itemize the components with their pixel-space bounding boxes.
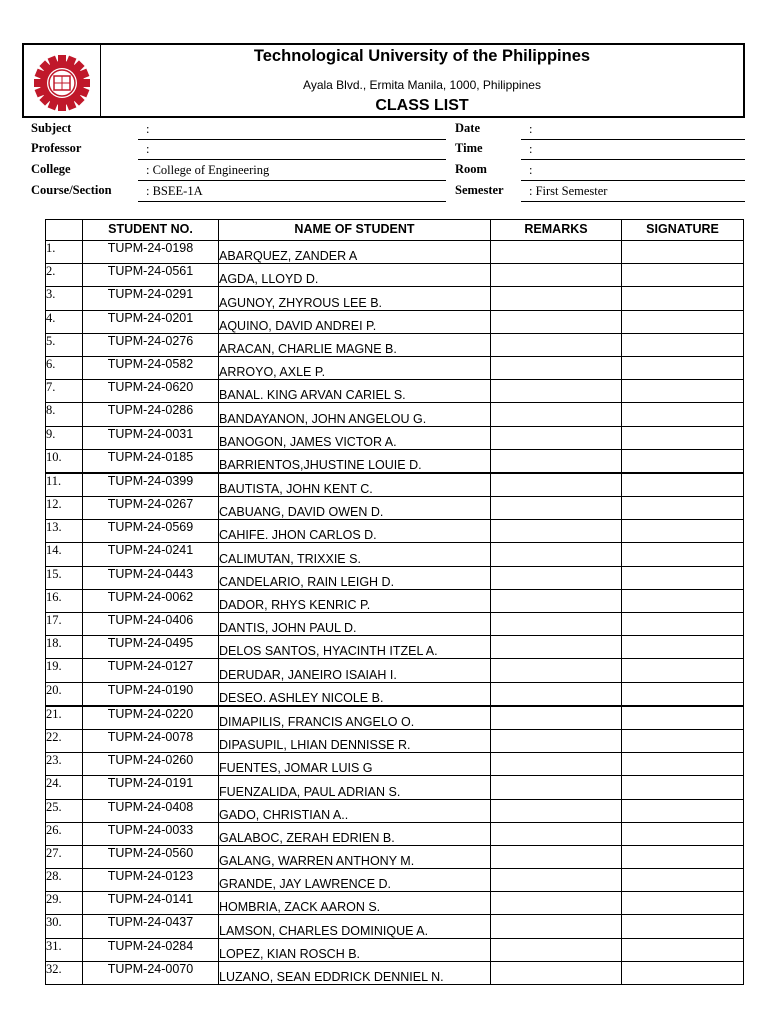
remarks-cell	[491, 915, 622, 938]
row-number: 28.	[46, 869, 83, 892]
signature-cell	[622, 892, 744, 915]
remarks-cell	[491, 799, 622, 822]
table-row	[46, 241, 744, 264]
table-row	[46, 613, 744, 636]
signature-cell	[622, 310, 744, 333]
row-number: 25.	[46, 799, 83, 822]
table-row	[46, 776, 744, 799]
row-number: 10.	[46, 449, 83, 473]
table-row	[46, 659, 744, 682]
tup-gear-seal-icon	[32, 53, 92, 113]
table-row	[46, 566, 744, 589]
signature-cell	[622, 356, 744, 379]
student-name: DELOS SANTOS, HYACINTH ITZEL A.	[219, 636, 491, 659]
student-name: AQUINO, DAVID ANDREI P.	[219, 310, 491, 333]
student-name: AGUNOY, ZHYROUS LEE B.	[219, 287, 491, 310]
row-number: 4.	[46, 310, 83, 333]
student-name: ABARQUEZ, ZANDER A	[219, 241, 491, 264]
remarks-cell	[491, 776, 622, 799]
subject-value: :	[138, 120, 446, 140]
remarks-cell	[491, 356, 622, 379]
signature-cell	[622, 636, 744, 659]
row-number: 12.	[46, 497, 83, 520]
table-row	[46, 636, 744, 659]
room-value: :	[521, 161, 745, 181]
remarks-cell	[491, 822, 622, 845]
signature-cell	[622, 869, 744, 892]
student-number: TUPM-24-0033	[83, 822, 219, 845]
subject-label: Subject	[31, 121, 72, 135]
row-number: 22.	[46, 729, 83, 752]
student-number: TUPM-24-0127	[83, 659, 219, 682]
student-name: DESEO. ASHLEY NICOLE B.	[219, 682, 491, 706]
student-name: ARROYO, AXLE P.	[219, 356, 491, 379]
student-number: TUPM-24-0276	[83, 333, 219, 356]
document-header	[22, 43, 745, 118]
remarks-cell	[491, 659, 622, 682]
table-row	[46, 520, 744, 543]
row-number: 27.	[46, 845, 83, 868]
table-row	[46, 869, 744, 892]
row-number: 18.	[46, 636, 83, 659]
signature-cell	[622, 613, 744, 636]
course-section-value: : BSEE-1A	[138, 182, 446, 202]
row-number: 23.	[46, 753, 83, 776]
signature-cell	[622, 241, 744, 264]
student-number: TUPM-24-0408	[83, 799, 219, 822]
row-number: 1.	[46, 241, 83, 264]
signature-cell	[622, 520, 744, 543]
table-row	[46, 287, 744, 310]
university-address: Ayala Blvd., Ermita Manila, 1000, Philippines	[303, 78, 541, 92]
student-name: DANTIS, JOHN PAUL D.	[219, 613, 491, 636]
student-name: BAUTISTA, JOHN KENT C.	[219, 473, 491, 497]
student-number: TUPM-24-0123	[83, 869, 219, 892]
table-row	[46, 822, 744, 845]
student-number: TUPM-24-0267	[83, 497, 219, 520]
table-row	[46, 938, 744, 961]
row-number: 5.	[46, 333, 83, 356]
signature-cell	[622, 380, 744, 403]
student-number: TUPM-24-0190	[83, 682, 219, 706]
signature-cell	[622, 729, 744, 752]
signature-cell	[622, 822, 744, 845]
student-name: BANAL. KING ARVAN CARIEL S.	[219, 380, 491, 403]
table-row	[46, 845, 744, 868]
row-number: 6.	[46, 356, 83, 379]
time-label: Time	[455, 141, 483, 155]
table-row	[46, 753, 744, 776]
row-number: 29.	[46, 892, 83, 915]
row-number: 3.	[46, 287, 83, 310]
student-name: DADOR, RHYS KENRIC P.	[219, 589, 491, 612]
student-name: BANDAYANON, JOHN ANGELOU G.	[219, 403, 491, 426]
signature-cell	[622, 799, 744, 822]
signature-cell	[622, 403, 744, 426]
signature-cell	[622, 287, 744, 310]
table-row	[46, 589, 744, 612]
row-number: 9.	[46, 426, 83, 449]
signature-cell	[622, 915, 744, 938]
student-number: TUPM-24-0191	[83, 776, 219, 799]
student-name: ARACAN, CHARLIE MAGNE B.	[219, 333, 491, 356]
course-section-label: Course/Section	[31, 183, 112, 197]
row-number: 8.	[46, 403, 83, 426]
column-header-remarks: REMARKS	[491, 220, 622, 241]
table-row	[46, 543, 744, 566]
column-header-name: NAME OF STUDENT	[219, 220, 491, 241]
signature-cell	[622, 449, 744, 473]
row-number: 24.	[46, 776, 83, 799]
remarks-cell	[491, 380, 622, 403]
student-name: DIPASUPIL, LHIAN DENNISSE R.	[219, 729, 491, 752]
row-number: 26.	[46, 822, 83, 845]
signature-cell	[622, 776, 744, 799]
student-name: BARRIENTOS,JHUSTINE LOUIE D.	[219, 449, 491, 473]
student-number: TUPM-24-0198	[83, 241, 219, 264]
student-number: TUPM-24-0070	[83, 961, 219, 984]
signature-cell	[622, 333, 744, 356]
student-name: DERUDAR, JANEIRO ISAIAH I.	[219, 659, 491, 682]
student-number: TUPM-24-0291	[83, 287, 219, 310]
remarks-cell	[491, 333, 622, 356]
row-number: 7.	[46, 380, 83, 403]
signature-cell	[622, 659, 744, 682]
signature-cell	[622, 543, 744, 566]
college-value: : College of Engineering	[138, 161, 446, 181]
student-name: GALABOC, ZERAH EDRIEN B.	[219, 822, 491, 845]
remarks-cell	[491, 520, 622, 543]
row-number: 13.	[46, 520, 83, 543]
remarks-cell	[491, 473, 622, 497]
row-number: 20.	[46, 682, 83, 706]
table-row	[46, 380, 744, 403]
row-number: 14.	[46, 543, 83, 566]
student-name: FUENZALIDA, PAUL ADRIAN S.	[219, 776, 491, 799]
student-number: TUPM-24-0220	[83, 706, 219, 730]
signature-cell	[622, 497, 744, 520]
table-row	[46, 915, 744, 938]
signature-cell	[622, 682, 744, 706]
column-header-student-no: STUDENT NO.	[83, 220, 219, 241]
table-row	[46, 473, 744, 497]
table-row	[46, 264, 744, 287]
signature-cell	[622, 845, 744, 868]
class-list-table	[45, 219, 744, 985]
student-number: TUPM-24-0141	[83, 892, 219, 915]
remarks-cell	[491, 869, 622, 892]
remarks-cell	[491, 636, 622, 659]
student-name: CANDELARIO, RAIN LEIGH D.	[219, 566, 491, 589]
table-row	[46, 449, 744, 473]
student-number: TUPM-24-0201	[83, 310, 219, 333]
remarks-cell	[491, 264, 622, 287]
student-name: LUZANO, SEAN EDDRICK DENNIEL N.	[219, 961, 491, 984]
student-name: CALIMUTAN, TRIXXIE S.	[219, 543, 491, 566]
remarks-cell	[491, 613, 622, 636]
table-header-row	[46, 220, 744, 241]
row-number: 15.	[46, 566, 83, 589]
remarks-cell	[491, 426, 622, 449]
student-name: LAMSON, CHARLES DOMINIQUE A.	[219, 915, 491, 938]
student-name: GADO, CHRISTIAN A..	[219, 799, 491, 822]
row-number: 31.	[46, 938, 83, 961]
student-name: BANOGON, JAMES VICTOR A.	[219, 426, 491, 449]
remarks-cell	[491, 845, 622, 868]
student-number: TUPM-24-0437	[83, 915, 219, 938]
student-number: TUPM-24-0260	[83, 753, 219, 776]
remarks-cell	[491, 589, 622, 612]
logo-cell	[24, 45, 101, 116]
professor-value: :	[138, 140, 446, 160]
remarks-cell	[491, 729, 622, 752]
remarks-cell	[491, 938, 622, 961]
table-row	[46, 403, 744, 426]
table-row	[46, 706, 744, 730]
student-number: TUPM-24-0078	[83, 729, 219, 752]
row-number: 11.	[46, 473, 83, 497]
student-number: TUPM-24-0185	[83, 449, 219, 473]
semester-value: : First Semester	[521, 182, 745, 202]
student-number: TUPM-24-0560	[83, 845, 219, 868]
row-number: 2.	[46, 264, 83, 287]
remarks-cell	[491, 706, 622, 730]
student-number: TUPM-24-0031	[83, 426, 219, 449]
student-name: FUENTES, JOMAR LUIS G	[219, 753, 491, 776]
table-row	[46, 497, 744, 520]
remarks-cell	[491, 310, 622, 333]
signature-cell	[622, 473, 744, 497]
date-value: :	[521, 120, 745, 140]
remarks-cell	[491, 449, 622, 473]
student-number: TUPM-24-0620	[83, 380, 219, 403]
student-number: TUPM-24-0495	[83, 636, 219, 659]
table-row	[46, 310, 744, 333]
college-label: College	[31, 162, 71, 176]
remarks-cell	[491, 682, 622, 706]
student-number: TUPM-24-0241	[83, 543, 219, 566]
column-header-number	[46, 220, 83, 241]
signature-cell	[622, 753, 744, 776]
student-name: CABUANG, DAVID OWEN D.	[219, 497, 491, 520]
table-row	[46, 799, 744, 822]
university-name: Technological University of the Philippines	[253, 47, 591, 65]
table-row	[46, 961, 744, 984]
student-number: TUPM-24-0284	[83, 938, 219, 961]
remarks-cell	[491, 543, 622, 566]
column-header-signature: SIGNATURE	[622, 220, 744, 241]
table-row	[46, 426, 744, 449]
student-name: LOPEZ, KIAN ROSCH B.	[219, 938, 491, 961]
student-name: AGDA, LLOYD D.	[219, 264, 491, 287]
room-label: Room	[455, 162, 487, 176]
table-row	[46, 892, 744, 915]
remarks-cell	[491, 497, 622, 520]
remarks-cell	[491, 892, 622, 915]
student-number: TUPM-24-0399	[83, 473, 219, 497]
row-number: 16.	[46, 589, 83, 612]
remarks-cell	[491, 753, 622, 776]
student-name: GRANDE, JAY LAWRENCE D.	[219, 869, 491, 892]
table-row	[46, 356, 744, 379]
document-title: CLASS LIST	[375, 97, 469, 114]
student-number: TUPM-24-0443	[83, 566, 219, 589]
remarks-cell	[491, 241, 622, 264]
table-row	[46, 729, 744, 752]
signature-cell	[622, 264, 744, 287]
row-number: 21.	[46, 706, 83, 730]
student-name: DIMAPILIS, FRANCIS ANGELO O.	[219, 706, 491, 730]
signature-cell	[622, 938, 744, 961]
remarks-cell	[491, 961, 622, 984]
student-number: TUPM-24-0062	[83, 589, 219, 612]
student-number: TUPM-24-0582	[83, 356, 219, 379]
remarks-cell	[491, 287, 622, 310]
student-number: TUPM-24-0406	[83, 613, 219, 636]
signature-cell	[622, 589, 744, 612]
student-name: CAHIFE. JHON CARLOS D.	[219, 520, 491, 543]
student-name: HOMBRIA, ZACK AARON S.	[219, 892, 491, 915]
signature-cell	[622, 566, 744, 589]
professor-label: Professor	[31, 141, 82, 155]
student-number: TUPM-24-0561	[83, 264, 219, 287]
semester-label: Semester	[455, 183, 504, 197]
student-name: GALANG, WARREN ANTHONY M.	[219, 845, 491, 868]
student-number: TUPM-24-0569	[83, 520, 219, 543]
date-label: Date	[455, 121, 480, 135]
signature-cell	[622, 961, 744, 984]
row-number: 19.	[46, 659, 83, 682]
signature-cell	[622, 426, 744, 449]
remarks-cell	[491, 566, 622, 589]
row-number: 30.	[46, 915, 83, 938]
table-row	[46, 682, 744, 706]
row-number: 17.	[46, 613, 83, 636]
row-number: 32.	[46, 961, 83, 984]
time-value: :	[521, 140, 745, 160]
remarks-cell	[491, 403, 622, 426]
signature-cell	[622, 706, 744, 730]
table-row	[46, 333, 744, 356]
student-number: TUPM-24-0286	[83, 403, 219, 426]
